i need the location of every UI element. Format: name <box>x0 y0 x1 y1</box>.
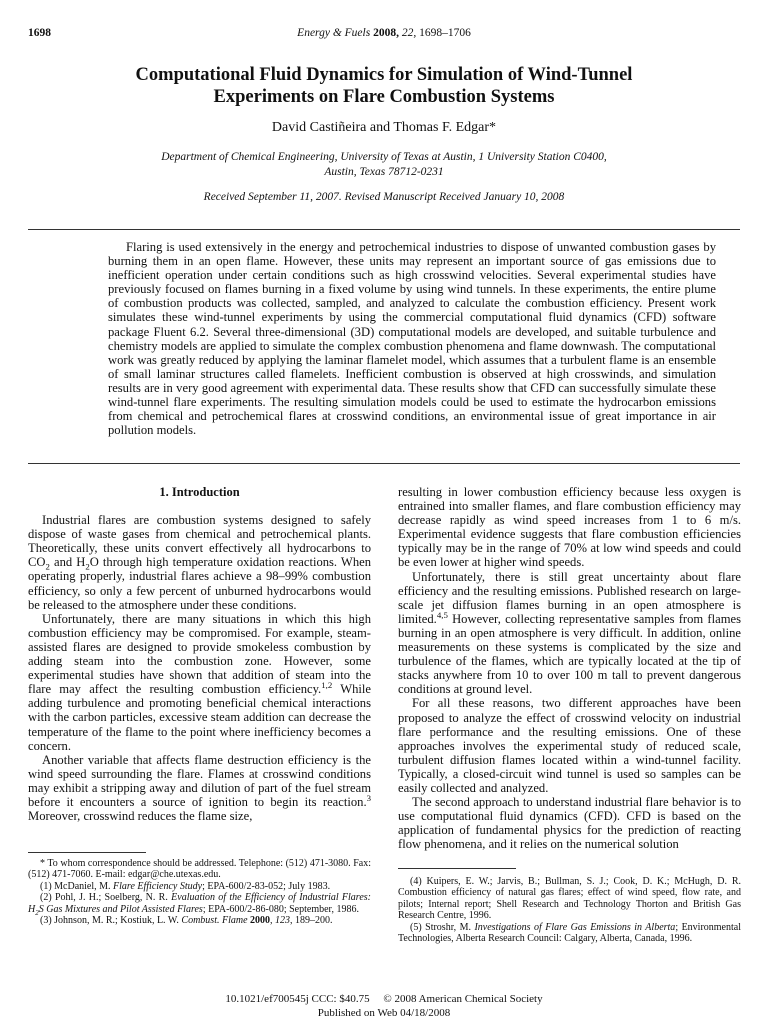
left-footnotes <box>28 858 371 926</box>
author-list: David Castiñeira and Thomas F. Edgar* <box>271 120 497 135</box>
footnote-3: (3) Johnson, M. R.; Kostiuk, L. W. Combust. Flame 2000, 123, 189–200. <box>40 915 333 927</box>
journal-name: Energy & Fuels <box>297 27 371 39</box>
abstract-bottom-rule <box>28 463 740 464</box>
abstract: Flaring is used extensively in the energy and petrochemical industries to dispose of unwanted combustion gases by burning them in an open flame. However, these units may represent an important source of gas emissions due to inefficient operation under certain conditions such as high crosswind velocities. Several experimental studies have previously focused on flames burning in a fixed volume by using wind tunnels. In these experiments, the entire plume of combustion products was collected, sampled, and analyzed to calculate the combustion efficiency. Present work simulates these wind-tunnel experiments by using the commercial computational fluid dynamics (CFD) software package Fluent 6.2. Several three-dimensional (3D) computational models are developed, and suitable turbulence and chemistry models are applied to simulate the complex combustion phenomena and flame downwash. The computational work was greatly reduced by applying the laminar flamelet model, which assumes that a turbulent flame is an ensemble of small laminar structures called flamelets. Inefficient combustion is observed at high crosswinds, and simulation results are in very good agreement with experimental data. These results show that CFD can successfully simulate these wind-tunnel flare experiments. The resulting simulation models could be used to estimate the hydrocarbon emissions from chemical and petrochemical flares at crosswind conditions, an environmental issue of great importance in air pollution models. <box>108 240 716 438</box>
paragraph: Unfortunately, there is still great uncertainty about flare efficiency and the resulting emissions. Published research on large-scale jet diffusion flames burning in an open atmosphere is limited.$^{4,5}$ However, collecting representative samples from flames burning in an open atmosphere is very difficult. In addition, online measurements on these systems is complicated by the size and turbulence of the flames, which are typically located at the tip of stacks anywhere from 10 to over 100 m tall to prevent dangerous conditions at ground level. <box>398 569 741 697</box>
journal-citation <box>0 27 768 39</box>
paragraph: Industrial flares are combustion systems designed to safely dispose of waste gases from chemical and petrochemical plants. Theoretically, these units convert effectively all hydrocarbons to $CO_2$ and $H_2O$ through high temperature oxidation reactions. When operating properly, industrial flares achieve a 98–99% combustion efficiency, so only a few percent of unburned hydrocarbons would be released to the atmosphere under these conditions. <box>28 513 371 612</box>
affiliation-line-1: Department of Chemical Engineering, University of Texas at Austin, 1 University Station C0400, <box>161 151 607 163</box>
left-column <box>28 485 371 823</box>
footnote-1: (1) McDaniel, M. Flare Efficiency Study; EPA-600/2-83-052; July 1983. <box>40 880 331 892</box>
paragraph: Another variable that affects flame destruction efficiency is the wind speed surrounding the flare. Flames at crosswind conditions may exhibit a stripping away and dilution of part of the fuel stream before it encounters a source of ignition to begin its reaction.$^3$ Moreover, crosswind reduces the flame size, <box>28 752 371 824</box>
article-title <box>90 64 678 108</box>
section-heading-introduction: 1. Introduction <box>159 485 240 499</box>
title-line-1: Computational Fluid Dynamics for Simulation of Wind-Tunnel <box>135 65 633 85</box>
footnote-rule <box>28 852 146 853</box>
doi-copyright: 10.1021/ef700545j CCC: $40.75 © 2008 American Chemical Society <box>225 993 543 1005</box>
footnote-correspondence: * To whom correspondence should be addressed. Telephone: (512) 471-3080. Fax: (512) 471-7060. E-mail: edgar@che.utexas.edu. <box>28 858 371 881</box>
journal-volume: 22, <box>401 27 417 39</box>
footnote-4: (4) Kuipers, E. W.; Jarvis, B.; Bullman, S. J.; Cook, D. K.; McHugh, D. R. Combustion efficiency of natural gas flares; effect of wind speed, flow rate, and pilots; Internal report; Shell Research and Technology Thorton and British Gas Research Centre, 1996. <box>398 876 741 922</box>
paragraph: The second approach to understand industrial flare behavior is to use computational fluid dynamics (CFD). CFD is based on the application of fundamental physics for the prediction of reacting flow phenomena, and it relies on the numerical solution <box>398 795 741 852</box>
title-line-2: Experiments on Flare Combustion Systems <box>213 87 555 107</box>
paragraph: resulting in lower combustion efficiency because less oxygen is entrained into smaller flames, and flare combustion efficiency may decrease rapidly as wind speed increases from 1 to 6 m/s. Experimental evidence suggests that flare combustion efficiencies typically may be in the range of 70% at low wind speeds and could be even lower at higher wind speeds. <box>398 485 741 570</box>
page-footer <box>0 992 768 1020</box>
journal-pages: 1698–1706 <box>419 27 471 39</box>
right-column <box>398 485 741 851</box>
affiliation <box>100 150 668 180</box>
footnote-2: (2) Pohl, J. H.; Soelberg, N. R. Evaluation of the Efficiency of Industrial Flares: $H_2S$ Gas Mixtures and Pilot Assisted Flares; EPA-600/2-86-080; September, 1986. <box>28 892 371 917</box>
paragraph: Unfortunately, there are many situations in which this high combustion efficiency may be compromised. For example, steam-assisted flares are designed to provide smokeless combustion by adding steam into the combustion zone. However, some experimental studies have shown that addition of steam into the flare may affect the resulting combustion efficiency.$^{1,2}$ While adding turbulence and promoting beneficial chemical interactions with the carbon particles, excessive steam addition can decrease the temperature of the flame to the point where inefficiency becomes a concern. <box>28 611 371 753</box>
footnote-5: (5) Stroshr, M. Investigations of Flare Gas Emissions in Alberta; Environmental Technologies, Alberta Research Council: Calgary, Alberta, Canada, 1996. <box>398 921 741 945</box>
received-dates: Received September 11, 2007. Revised Manuscript Received January 10, 2008 <box>203 191 565 203</box>
abstract-top-rule <box>28 229 740 230</box>
page-number: 1698 <box>28 27 51 39</box>
footnote-rule <box>398 868 516 869</box>
journal-year: 2008, <box>373 27 399 39</box>
right-footnotes <box>398 876 741 944</box>
paragraph: For all these reasons, two different approaches have been proposed to analyze the effect of crosswind velocity on industrial flare performance and the resulting emissions. One of these approaches involves the experimental study of reduced scale, turbulent diffusion flames located within a wind-tunnel facility. Typically, a closed-circuit wind tunnel is used so samples can be easily collected and analyzed. <box>398 696 741 795</box>
affiliation-line-2: Austin, Texas 78712-0231 <box>324 166 444 178</box>
published-date: Published on Web 04/18/2008 <box>317 1007 451 1019</box>
